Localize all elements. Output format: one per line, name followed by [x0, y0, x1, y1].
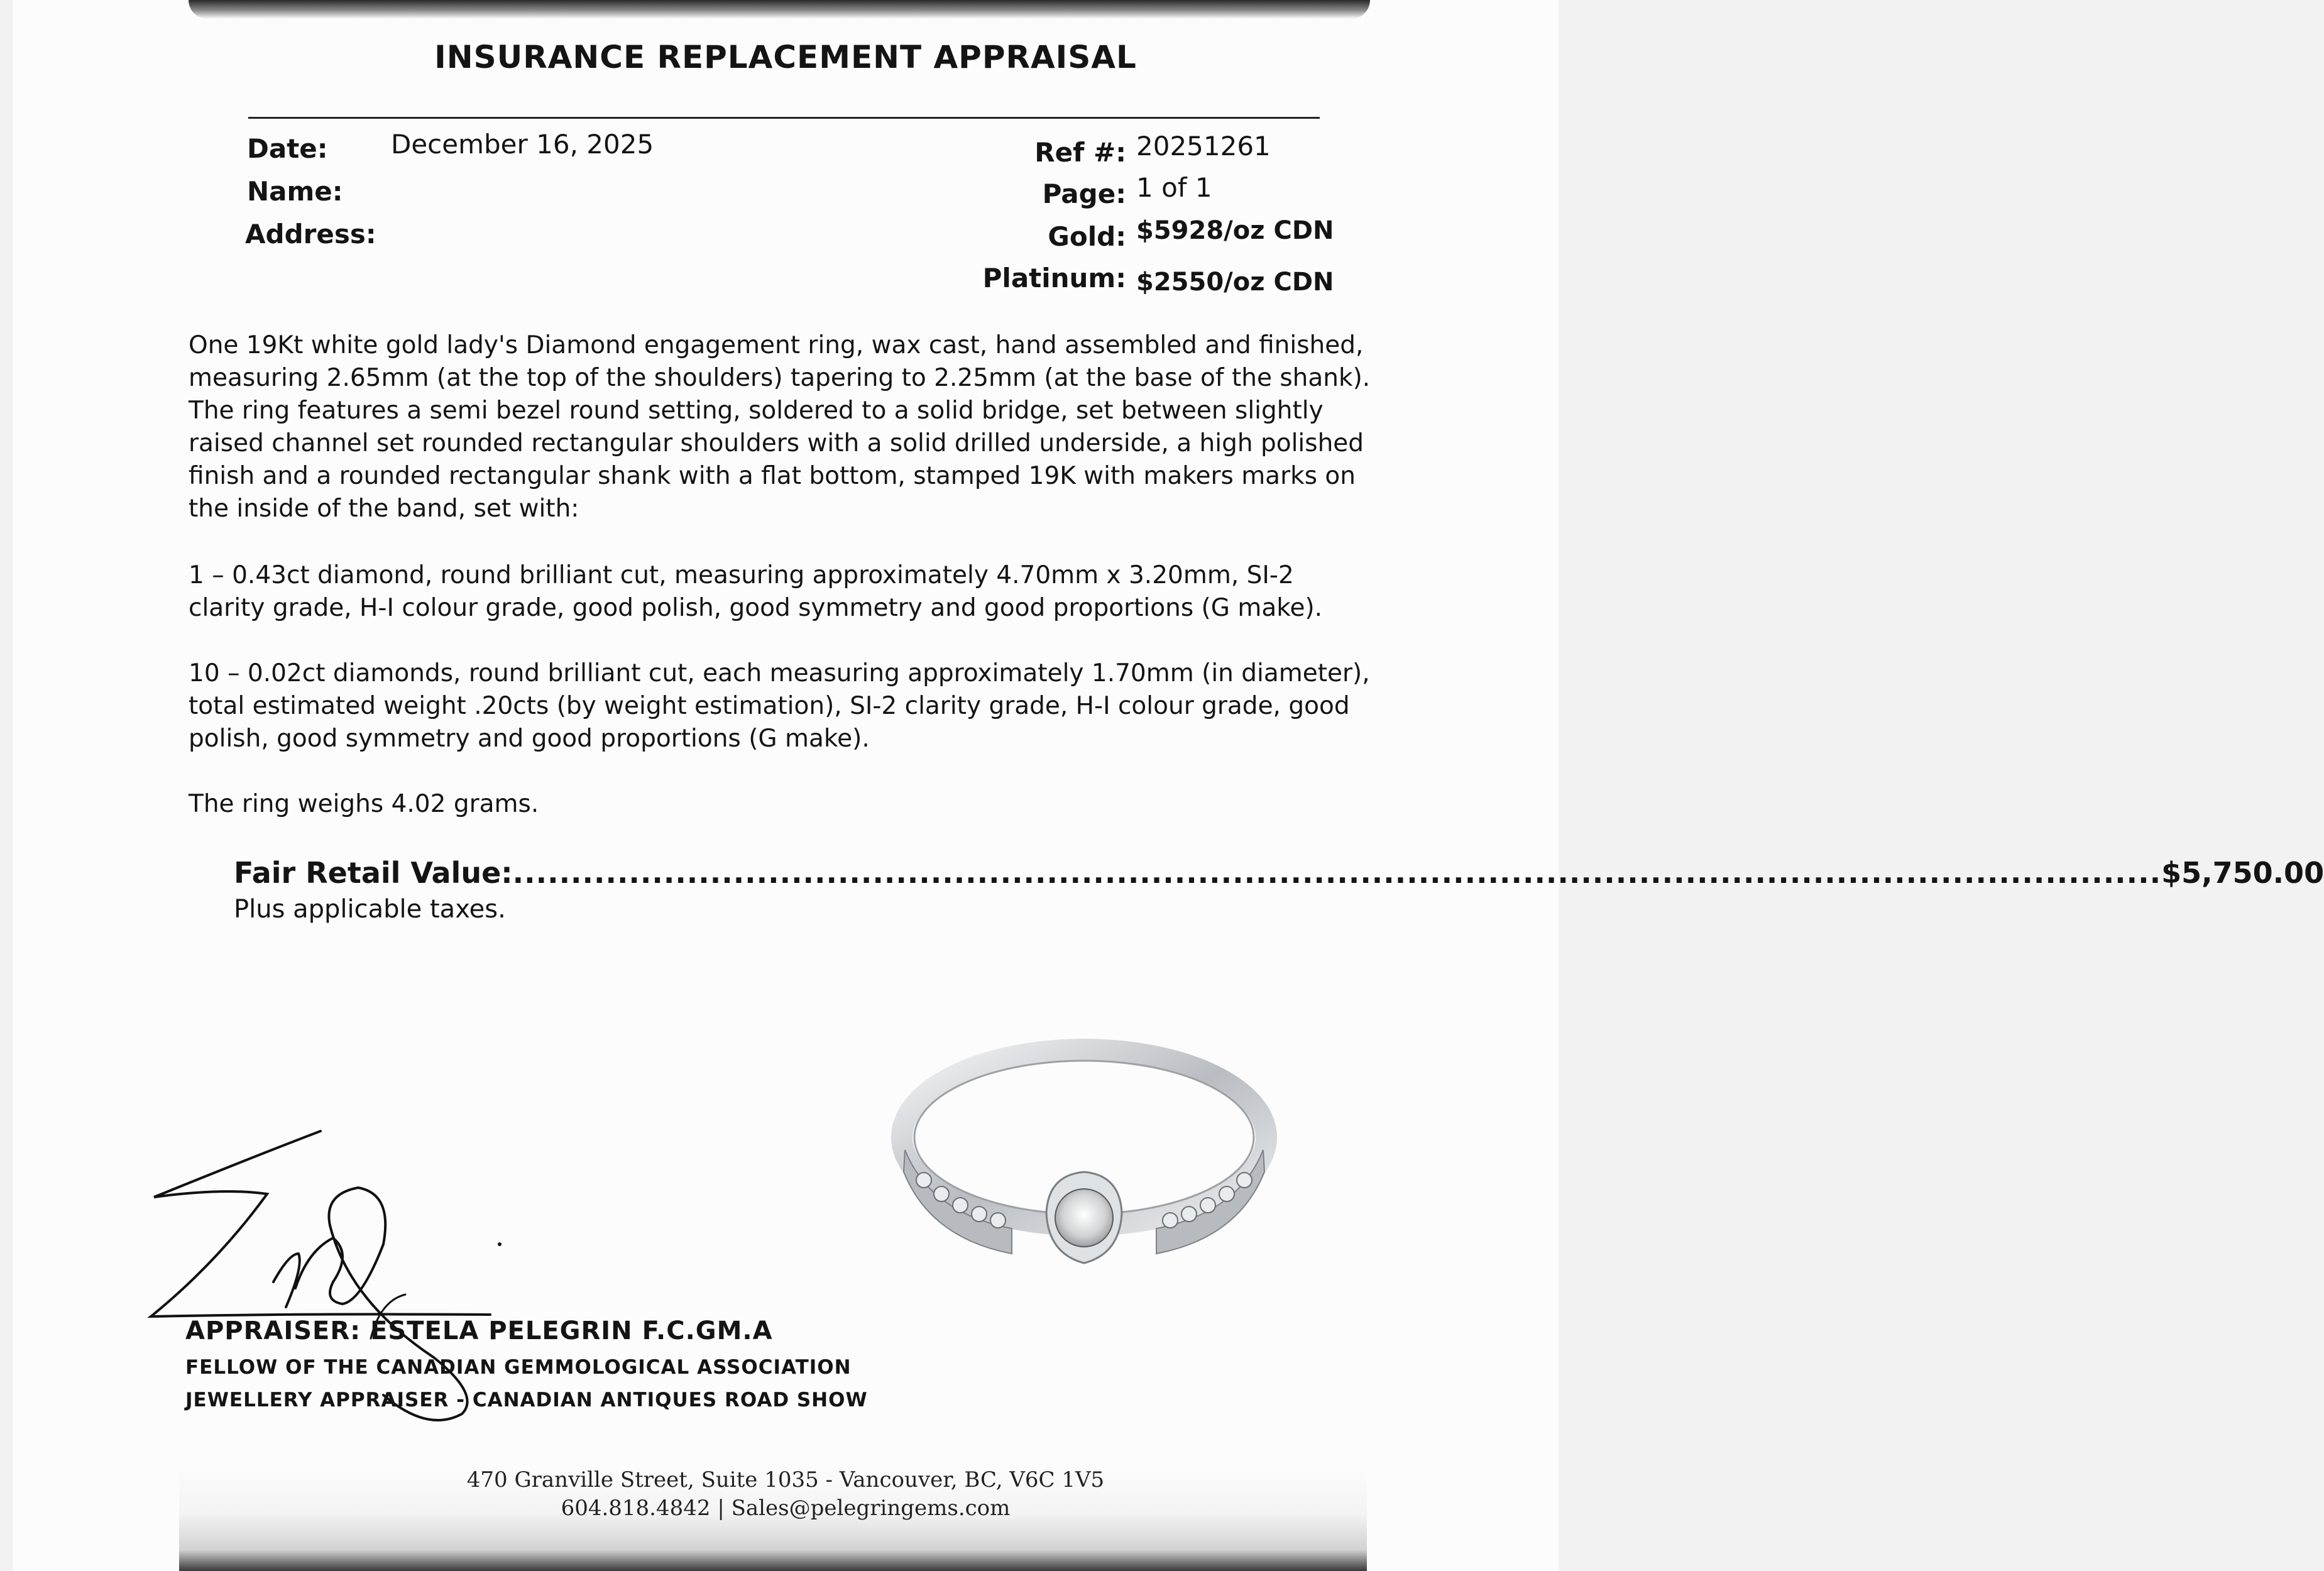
appraiser-credential-roadshow: JEWELLERY APPRAISER - CANADIAN ANTIQUES ROAD SHOW [185, 1389, 868, 1411]
footer-contact: 604.818.4842 | Sales@pelegringems.com [561, 1496, 1011, 1521]
address-label: Address: [245, 219, 376, 249]
top-edge-shadow [189, 0, 1370, 19]
leader-dots: .............................................................................................................................................. [512, 856, 2162, 890]
date-value: December 16, 2025 [391, 129, 654, 160]
page-label: Page: [1042, 178, 1126, 209]
gold-price: $5928/oz CDN [1136, 216, 1334, 245]
ref-value: 20251261 [1136, 131, 1271, 161]
name-label: Name: [247, 176, 343, 207]
gold-label: Gold: [1048, 221, 1126, 252]
fair-retail-value-row [234, 856, 2324, 890]
fair-retail-value-amount: $5,750.00 [2161, 856, 2324, 890]
document-title: INSURANCE REPLACEMENT APPRAISAL [434, 39, 1137, 75]
fair-retail-value-label: Fair Retail Value: [234, 856, 513, 890]
title-divider [248, 117, 1320, 119]
ring-description: One 19Kt white gold lady's Diamond engagement ring, wax cast, hand assembled and finished, measuring 2.65mm (at the top of the shoulders) tapering to 2.25mm (at the base of the shank). The ring features a semi bezel round setting, soldered to a solid bridge, set between slightly raised channel set rounded rectangular shoulders with a solid drilled underside, a high polished finish and a rounded rectangular shank with a flat bottom, stamped 19K with makers marks on the inside of the band, set with: [189, 331, 1371, 523]
date-label: Date: [247, 133, 328, 164]
footer-address: 470 Granville Street, Suite 1035 - Vancouver, BC, V6C 1V5 [466, 1467, 1105, 1492]
platinum-label: Platinum: [982, 263, 1126, 293]
page-value: 1 of 1 [1136, 172, 1212, 203]
ring-weight: The ring weighs 4.02 grams. [189, 790, 539, 818]
center-stone-description: 1 – 0.43ct diamond, round brilliant cut, measuring approximately 4.70mm x 3.20mm, SI-2 clarity grade, H-I colour grade, good polish, good symmetry and good proportions (G make). [189, 561, 1323, 622]
ring-photo [892, 1037, 1276, 1295]
taxes-note: Plus applicable taxes. [234, 895, 506, 924]
ref-label: Ref #: [1034, 137, 1126, 168]
appraiser-name: APPRAISER: ESTELA PELEGRIN F.C.GM.A [185, 1316, 773, 1345]
platinum-price: $2550/oz CDN [1136, 268, 1334, 297]
appraiser-credential-fellow: FELLOW OF THE CANADIAN GEMMOLOGICAL ASSOCIATION [185, 1356, 852, 1379]
side-stones-description: 10 – 0.02ct diamonds, round brilliant cut, each measuring approximately 1.70mm (in diameter), total estimated weight .20cts (by weight estimation), SI-2 clarity grade, H-I colour grade, good polish, good symmetry and good proportions (G make). [189, 659, 1370, 753]
